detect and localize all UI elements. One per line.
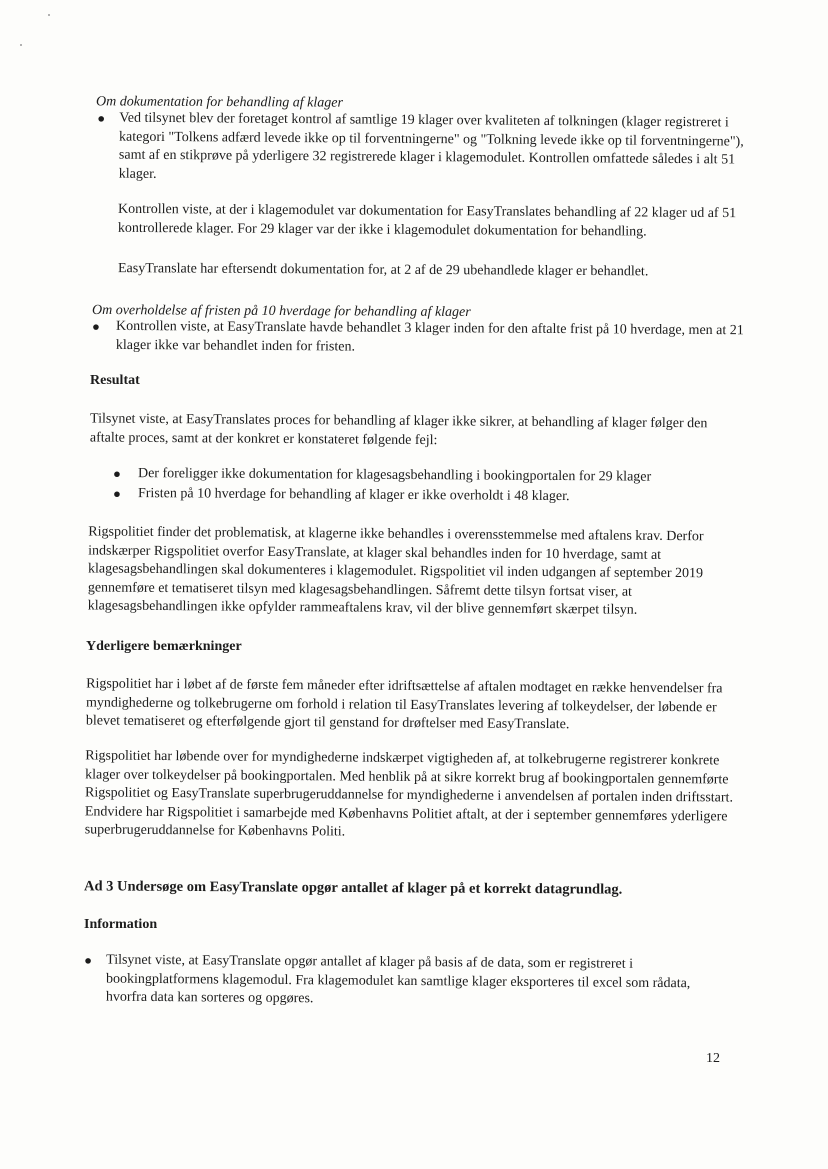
result-bullet-1-text: Der foreligger ikke dokumentation for klagesagsbehandling i bookingportalen for 29 klager <box>137 466 652 485</box>
bullet-icon: ● <box>92 318 100 334</box>
deadline-heading: Om overholdelse af fristen på 10 hverdage for behandling af klager <box>91 303 471 320</box>
deadline-bullet <box>92 318 744 360</box>
doc-bullet <box>97 109 746 188</box>
info-bullet-text: Tilsynet viste, at EasyTranslate opgør antallet af klager på basis af de data, som er registreret i bookingplatformens klagemodul. Fra klagemodulet kan samtlige klager eksporteres til excel som rådata, hvorfra data kan sorteres og opgøres. <box>105 952 691 1007</box>
result-bullet-1 <box>113 465 713 488</box>
doc-heading: Om dokumentation for behandling af klager <box>95 94 343 111</box>
doc-bullet-text: Ved tilsynet blev der foretaget kontrol af samtlige 19 klager over kvaliteten af tolkningen (klager registreret i kategori "Tolkens adfærd levede ikke op til forventningerne" og "Tolkning levede ikke op til forventningerne"), samt af en stikprøve på yderligere 32 registrerede klager i klagemodulet. Kontrollen omfattede således i alt 51 klager. <box>118 110 744 182</box>
result-para-2: Rigspolitiet finder det problematisk, at klagerne ikke behandles i overensstemmelse med aftalens krav. Derfor indskærper Rigspolitiet overfor EasyTranslate, at klager skal behandles inden for 10 hverdage, samt at klagesagsbehandlingen skal dokumenteres i klagemodulet. Rigspolitiet vil inden udgangen af september 2019 gennemføre et tematiseret tilsyn med klagesagsbehandlingen. Såfremt dette tilsyn fortsat viser, at klagesagsbehandlingen ikke opfylder rammeaftalens krav, vil der blive gennemført skærpet tilsyn. <box>87 524 704 618</box>
result-para: Tilsynet viste, at EasyTranslates proces for behandling af klager ikke sikrer, at behandling af klager følger den aftalte proces, samt at der konkret er konstateret følgende fejl: <box>89 411 708 448</box>
remarks-heading: Yderligere bemærkninger <box>86 639 242 654</box>
bullet-icon: ● <box>112 485 121 501</box>
remarks-para-2: Rigspolitiet har løbende over for myndighederne indskærpet vigtigheden af, at tolkebrugerne registrerer konkrete klager over tolkeydelser på bookingportalen. Med henblik på at sikre korrekt brug af bookingportalen gennemførte Rigspolitiet og EasyTranslate superbrugeruddannelse for myndighederne i anvendelsen af portalen inden driftsstart. Endvidere har Rigspolitiet i samarbejde med Københavns Politiet aftalt, at der i september gennemføres yderligere superbrugeruddannelse for Københavns Politi. <box>84 748 734 840</box>
result-heading: Resultat <box>90 373 140 388</box>
result-bullet-2 <box>113 485 713 508</box>
info-bullet <box>84 951 728 1012</box>
ad3-heading: Ad 3 Undersøge om EasyTranslate opgør antallet af klager på et korrekt datagrundlag. <box>83 878 623 898</box>
result-bullet-2-text: Fristen på 10 hverdage for behandling af klager er ikke overholdt i 48 klager. <box>137 486 570 505</box>
doc-para-2: EasyTranslate har eftersendt dokumentation for, at 2 af de 29 ubehandlede klager er behandlet. <box>117 261 649 280</box>
scan-speck <box>20 44 22 46</box>
bullet-icon: ● <box>112 465 121 481</box>
bullet-icon: ● <box>97 110 106 126</box>
info-heading: Information <box>84 917 158 932</box>
scan-speck <box>48 14 50 16</box>
doc-para-1: Kontrollen viste, at der i klagemodulet var dokumentation for EasyTranslates behandling af 22 klager ud af 51 kontrollerede klager. For 29 klager var der ikke i klagemodulet dokumentation for behandling. <box>117 201 737 240</box>
remarks-para-1: Rigspolitiet har i løbet af de første fem måneder efter idriftsættelse af aftalen modtaget en række henvendelser fra myndighederne og tolkebrugerne om forhold i relation til EasyTranslates levering af tolkeydelser, der løbende er blevet tematiseret og efterfølgende gjort til genstand for drøftelser med EasyTranslate. <box>85 676 723 733</box>
deadline-bullet-text: Kontrollen viste, at EasyTranslate havde behandlet 3 klager inden for den aftalte frist på 10 hverdage, men at 21 klager ikke var behandlet inden for fristen. <box>115 318 744 355</box>
bullet-icon: ● <box>84 952 93 968</box>
page-number: 12 <box>706 1051 720 1066</box>
